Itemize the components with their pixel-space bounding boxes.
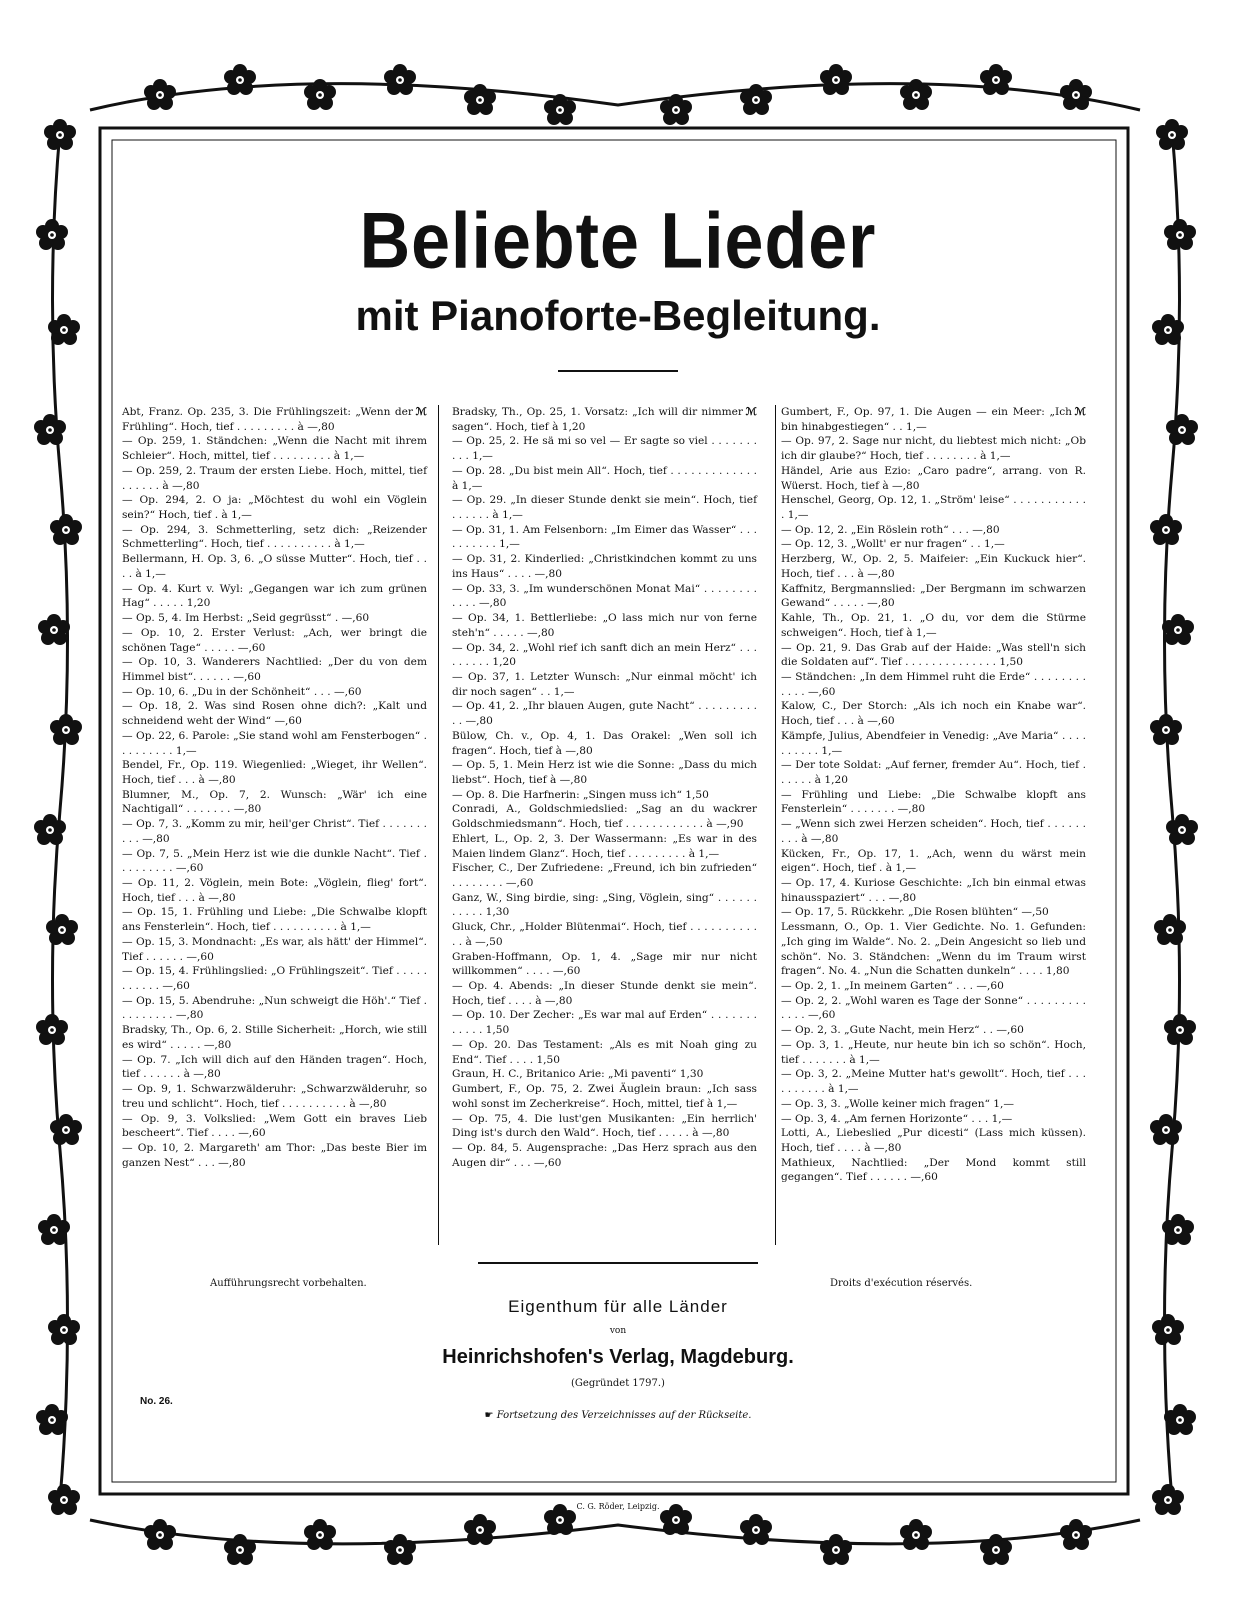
catalog-entry: Graben-Hoffmann, Op. 1, 4. „Sage mir nur nicht willkommen“ . . . . —,60 <box>452 950 757 978</box>
catalog-entry: — Op. 294, 3. Schmetterling, setz dich: „Reizender Schmetterling“. Hoch, tief . . . . . . . . . . à 1,— <box>122 523 427 551</box>
catalog-entry: — Op. 10, 2. Erster Verlust: „Ach, wer bringt die schönen Tage“ . . . . . —,60 <box>122 626 427 654</box>
catalog-entry: Händel, Arie aus Ezio: „Caro padre“, arrang. von R. Wüerst. Hoch, tief à —,80 <box>781 464 1086 492</box>
catalog-entry: — Op. 10, 3. Wanderers Nachtlied: „Der du von dem Himmel bist“. . . . . . —,60 <box>122 656 427 683</box>
catalog-entry: — Op. 12, 3. „Wollt' er nur fragen“ . . 1,— <box>781 538 1005 551</box>
currency-mark: ℳ <box>1074 406 1086 418</box>
catalog-entry: — Op. 8. Die Harfnerin: „Singen muss ich“ 1,50 <box>452 788 709 801</box>
catalog-entry: — Op. 97, 2. Sage nur nicht, du liebtest mich nicht: „Ob ich dir glaube?“ Hoch, tief . . . . . . . . à 1,— <box>781 435 1086 463</box>
catalog-entry: Kalow, C., Der Storch: „Als ich noch ein Knabe war“. Hoch, tief . . . à —,60 <box>781 700 1086 728</box>
catalog-entry: — Op. 28. „Du bist mein All“. Hoch, tief . . . . . . . . . . . . . à 1,— <box>452 464 757 492</box>
catalog-entry: Blumner, M., Op. 7, 2. Wunsch: „Wär' ich eine Nachtigall“ . . . . . . . —,80 <box>122 788 427 816</box>
catalog-entry: — Op. 10, 6. „Du in der Schönheit“ . . . —,60 <box>122 685 362 698</box>
catalog-entry: Ehlert, L., Op. 2, 3. Der Wassermann: „Es war in des Maien lindem Glanz“. Hoch, tief . . . . . . . . . à 1,— <box>452 832 757 860</box>
catalog-entry: — Op. 29. „In dieser Stunde denkt sie mein“. Hoch, tief . . . . . . à 1,— <box>452 494 757 522</box>
catalog-entry: Abt, Franz. Op. 235, 3. Die Frühlingszeit: „Wenn der Frühling“. Hoch, tief . . . . . . . . . à —,80 <box>122 406 413 433</box>
catalog-entry: — Op. 11, 2. Vöglein, mein Bote: „Vöglein, flieg' fort“. Hoch, tief . . . à —,80 <box>122 877 427 904</box>
catalog-entry: — Ständchen: „In dem Himmel ruht die Erde“ . . . . . . . . . . . . —,60 <box>781 670 1086 698</box>
catalog-entry: — Op. 9, 3. Volkslied: „Wem Gott ein braves Lieb bescheert“. Tief . . . . —,60 <box>122 1112 427 1140</box>
catalog-entry: Lotti, A., Liebeslied „Pur dicesti“ (Lass mich küssen). Hoch, tief . . . . à —,80 <box>781 1127 1086 1154</box>
publisher-name: Heinrichshofen's Verlag, Magdeburg. <box>442 1346 794 1368</box>
catalog-entry: — Op. 20. Das Testament: „Als es mit Noah ging zu End“. Tief . . . . 1,50 <box>452 1038 757 1066</box>
catalog-entry: Herzberg, W., Op. 2, 5. Maifeier: „Ein Kuckuck hier“. Hoch, tief . . . à —,80 <box>781 553 1086 580</box>
catalog-entry: — Op. 3, 4. „Am fernen Horizonte“ . . . 1,— <box>781 1112 1013 1125</box>
catalog-entry: Kaffnitz, Bergmannslied: „Der Bergmann im schwarzen Gewand“ . . . . . —,80 <box>781 582 1086 610</box>
catalog-entry: Gumbert, F., Op. 75, 2. Zwei Äuglein braun: „Ich sass wohl sonst im Zecherkreise“. Hoch, mittel, tief à 1,— <box>452 1083 757 1110</box>
catalog-entry: Conradi, A., Goldschmiedslied: „Sag an du wackrer Goldschmiedsmann“. Hoch, tief . . . . . . . . . . . . à —,90 <box>452 803 757 831</box>
catalog-entry: — Op. 37, 1. Letzter Wunsch: „Nur einmal möcht' ich dir noch sagen“ . . 1,— <box>452 670 757 698</box>
rights-reserved-fr: Droits d'exécution réservés. <box>830 1278 973 1289</box>
title-rule <box>558 370 678 372</box>
catalog-entry: Gluck, Chr., „Holder Blütenmai“. Hoch, tief . . . . . . . . . . . . à —,50 <box>452 921 757 948</box>
catalog-entry: — Op. 41, 2. „Ihr blauen Augen, gute Nacht“ . . . . . . . . . . . —,80 <box>452 700 757 728</box>
catalog-entry: — Op. 84, 5. Augensprache: „Das Herz sprach aus den Augen dir“ . . . —,60 <box>452 1141 757 1169</box>
catalog-entry: — Op. 10, 2. Margareth' am Thor: „Das beste Bier im ganzen Nest“ . . . —,80 <box>122 1141 427 1169</box>
catalog-entry: — Der tote Soldat: „Auf ferner, fremder Au“. Hoch, tief . . . . . . à 1,20 <box>781 759 1086 786</box>
catalog-entry: — Op. 34, 1. Bettlerliebe: „O lass mich nur von ferne steh'n“ . . . . . —,80 <box>452 612 757 639</box>
page-subtitle: mit Pianoforte-Begleitung. <box>355 292 881 339</box>
catalog-column-2 <box>452 405 757 1170</box>
catalog-entry: — Op. 15, 3. Mondnacht: „Es war, als hätt' der Himmel“. Tief . . . . . . —,60 <box>122 935 427 963</box>
catalog-entry: — Op. 5, 4. Im Herbst: „Seid gegrüsst“ . —,60 <box>122 612 370 625</box>
catalog-entry: — „Wenn sich zwei Herzen scheiden“. Hoch, tief . . . . . . . . . à —,80 <box>781 818 1086 845</box>
catalog-entry: — Op. 2, 2. „Wohl waren es Tage der Sonne“ . . . . . . . . . . . . . —,60 <box>781 994 1086 1022</box>
catalog-entry: — Op. 10. Der Zecher: „Es war mal auf Erden“ . . . . . . . . . . . . 1,50 <box>452 1009 757 1037</box>
catalog-entry: — Op. 18, 2. Was sind Rosen ohne dich?: „Kalt und schneidend weht der Wind“ —,60 <box>122 700 427 728</box>
catalog-entry: — Op. 15, 5. Abendruhe: „Nun schweigt die Höh'.“ Tief . . . . . . . . . —,80 <box>122 994 427 1022</box>
catalog-entry: — Op. 15, 4. Frühlingslied: „O Frühlingszeit“. Tief . . . . . . . . . . . —,60 <box>122 965 427 993</box>
catalog-entry: — Op. 34, 2. „Wohl rief ich sanft dich an mein Herz“ . . . . . . . . . 1,20 <box>452 641 757 669</box>
catalog-entry: Bradsky, Th., Op. 6, 2. Stille Sicherheit: „Horch, wie still es wird“ . . . . . —,80 <box>122 1024 427 1051</box>
catalog-entry: — Op. 75, 4. Die lust'gen Musikanten: „Ein herrlich' Ding ist's durch den Wald“. Hoch, tief . . . . . à —,80 <box>452 1112 757 1140</box>
catalog-entry: — Op. 4. Kurt v. Wyl: „Gegangen war ich zum grünen Hag“ . . . . . 1,20 <box>122 582 427 610</box>
catalog-entry: Bendel, Fr., Op. 119. Wiegenlied: „Wieget, ihr Wellen“. Hoch, tief . . . à —,80 <box>122 759 427 786</box>
von-label: von <box>609 1326 627 1336</box>
catalog-entry: — Op. 9, 1. Schwarzwälderuhr: „Schwarzwälderuhr, so treu und schlicht“. Hoch, tief . . . . . . . . . . à —,80 <box>122 1083 427 1110</box>
catalog-entry: Kahle, Th., Op. 21, 1. „O du, vor dem die Stürme schweigen“. Hoch, tief à 1,— <box>781 612 1086 639</box>
catalog-entry: — Op. 259, 1. Ständchen: „Wenn die Nacht mit ihrem Schleier“. Hoch, mittel, tief . . . . . . . . . à 1,— <box>122 435 427 463</box>
catalog-column-3 <box>781 405 1086 1185</box>
catalog-column-1 <box>122 405 427 1170</box>
currency-mark: ℳ <box>415 406 427 418</box>
catalog-entry: — Op. 2, 3. „Gute Nacht, mein Herz“ . . —,60 <box>781 1024 1024 1037</box>
catalog-entry: — Op. 31, 1. Am Felsenborn: „Im Eimer das Wasser“ . . . . . . . . . . 1,— <box>452 523 757 551</box>
catalog-entry: — Op. 33, 3. „Im wunderschönen Monat Mai“ . . . . . . . . . . . . —,80 <box>452 582 757 610</box>
catalog-entry: — Op. 22, 6. Parole: „Sie stand wohl am Fensterbogen“ . . . . . . . . . 1,— <box>122 729 427 757</box>
catalog-entry: Kücken, Fr., Op. 17, 1. „Ach, wenn du wärst mein eigen“. Hoch, tief . à 1,— <box>781 847 1086 875</box>
catalog-entry: — Op. 5, 1. Mein Herz ist wie die Sonne: „Dass du mich liebst“. Hoch, tief à —,80 <box>452 759 757 786</box>
catalog-entry: Ganz, W., Sing birdie, sing: „Sing, Vöglein, sing“ . . . . . . . . . . . 1,30 <box>452 891 757 919</box>
catalog-entry: — Op. 7, 5. „Mein Herz ist wie die dunkle Nacht“. Tief . . . . . . . . . —,60 <box>122 847 427 875</box>
catalog-entry: — Op. 3, 1. „Heute, nur heute bin ich so schön“. Hoch, tief . . . . . . . à 1,— <box>781 1038 1086 1066</box>
bottom-rule <box>478 1262 758 1264</box>
catalog-entry: Henschel, Georg, Op. 12, 1. „Ström' leise“ . . . . . . . . . . . . 1,— <box>781 494 1086 522</box>
continuation-note <box>0 1410 1236 1421</box>
catalog-entry: — Op. 7, 3. „Komm zu mir, heil'ger Christ“. Tief . . . . . . . . . . —,80 <box>122 818 427 845</box>
catalog-entry: — Op. 17, 4. Kuriose Geschichte: „Ich bin einmal etwas hinausspaziert“ . . . —,80 <box>781 877 1086 904</box>
catalog-entry: Bülow, Ch. v., Op. 4, 1. Das Orakel: „Wen soll ich fragen“. Hoch, tief à —,80 <box>452 729 757 757</box>
catalog-entry: — Op. 2, 1. „In meinem Garten“ . . . —,60 <box>781 980 1004 993</box>
catalog-entry: — Op. 17, 5. Rückkehr. „Die Rosen blühten“ —,50 <box>781 906 1049 919</box>
pointing-hand-icon: ☛ <box>484 1410 497 1421</box>
catalog-entry: — Op. 7. „Ich will dich auf den Händen tragen“. Hoch, tief . . . . . . à —,80 <box>122 1053 427 1081</box>
catalog-entry: Bradsky, Th., Op. 25, 1. Vorsatz: „Ich will dir nimmer sagen“. Hoch, tief à 1,20 <box>452 406 743 433</box>
printer-credit: C. G. Röder, Leipzig. <box>576 1502 660 1511</box>
catalog-entry: — Op. 15, 1. Frühling und Liebe: „Die Schwalbe klopft ans Fensterlein“. Hoch, tief . . . . . . . . . . à 1,— <box>122 906 427 934</box>
currency-mark: ℳ <box>745 406 757 418</box>
property-notice: Eigenthum für alle Länder <box>508 1297 728 1316</box>
continuation-text: Fortsetzung des Verzeichnisses auf der Rückseite. <box>496 1410 752 1421</box>
catalog-entry: Gumbert, F., Op. 97, 1. Die Augen — ein Meer: „Ich bin hinabgestiegen“ . . 1,— <box>781 406 1072 433</box>
catalog-number: No. 26. <box>140 1396 173 1407</box>
catalog-entry: — Op. 25, 2. He sä mi so vel — Er sagte so viel . . . . . . . . . . 1,— <box>452 435 757 463</box>
catalog-entry: Mathieux, Nachtlied: „Der Mond kommt still gegangen“. Tief . . . . . . —,60 <box>781 1156 1086 1184</box>
catalog-entry: — Op. 12, 2. „Ein Röslein roth“ . . . —,80 <box>781 523 1000 536</box>
founded-year: (Gegründet 1797.) <box>571 1378 665 1389</box>
catalog-entry: — Op. 259, 2. Traum der ersten Liebe. Hoch, mittel, tief . . . . . . à —,80 <box>122 464 427 492</box>
catalog-entry: — Frühling und Liebe: „Die Schwalbe klopft ans Fensterlein“ . . . . . . . —,80 <box>781 788 1086 816</box>
column-separator <box>775 405 776 1245</box>
catalog-entry: Bellermann, H. Op. 3, 6. „O süsse Mutter“. Hoch, tief . . . . à 1,— <box>122 553 427 580</box>
catalog-entry: — Op. 4. Abends: „In dieser Stunde denkt sie mein“. Hoch, tief . . . . à —,80 <box>452 980 757 1007</box>
catalog-entry: — Op. 31, 2. Kinderlied: „Christkindchen kommt zu uns ins Haus“ . . . . —,80 <box>452 553 757 580</box>
catalog-entry: Lessmann, O., Op. 1. Vier Gedichte. No. 1. Gefunden: „Ich ging im Walde“. No. 2. „Dein Angesicht so lieb und schön“. No. 3. Ständchen: „Wenn du im Traum wirst fragen“. No. 4. „Nun die Schatten dunkeln“ . . . . 1,80 <box>781 921 1086 978</box>
catalog-entry: — Op. 3, 2. „Meine Mutter hat's gewollt“. Hoch, tief . . . . . . . . . . à 1,— <box>781 1068 1086 1096</box>
catalog-entry: — Op. 294, 2. O ja: „Möchtest du wohl ein Vöglein sein?“ Hoch, tief . à 1,— <box>122 494 427 522</box>
page-title: Beliebte Lieder <box>359 197 877 285</box>
catalog-entry: Fischer, C., Der Zufriedene: „Freund, ich bin zufrieden“ . . . . . . . . —,60 <box>452 862 757 889</box>
catalog-entry: Kämpfe, Julius, Abendfeier in Venedig: „Ave Maria“ . . . . . . . . . . 1,— <box>781 729 1086 757</box>
column-separator <box>438 405 439 1245</box>
catalog-entry: Graun, H. C., Britanico Arie: „Mi paventi“ 1,30 <box>452 1068 704 1081</box>
rights-reserved-de: Aufführungsrecht vorbehalten. <box>210 1278 367 1289</box>
catalog-entry: — Op. 3, 3. „Wolle keiner mich fragen“ 1,— <box>781 1097 1014 1110</box>
catalog-entry: — Op. 21, 9. Das Grab auf der Haide: „Was stell'n sich die Soldaten auf“. Tief . . . . . . . . . . . . . . 1,50 <box>781 641 1086 669</box>
